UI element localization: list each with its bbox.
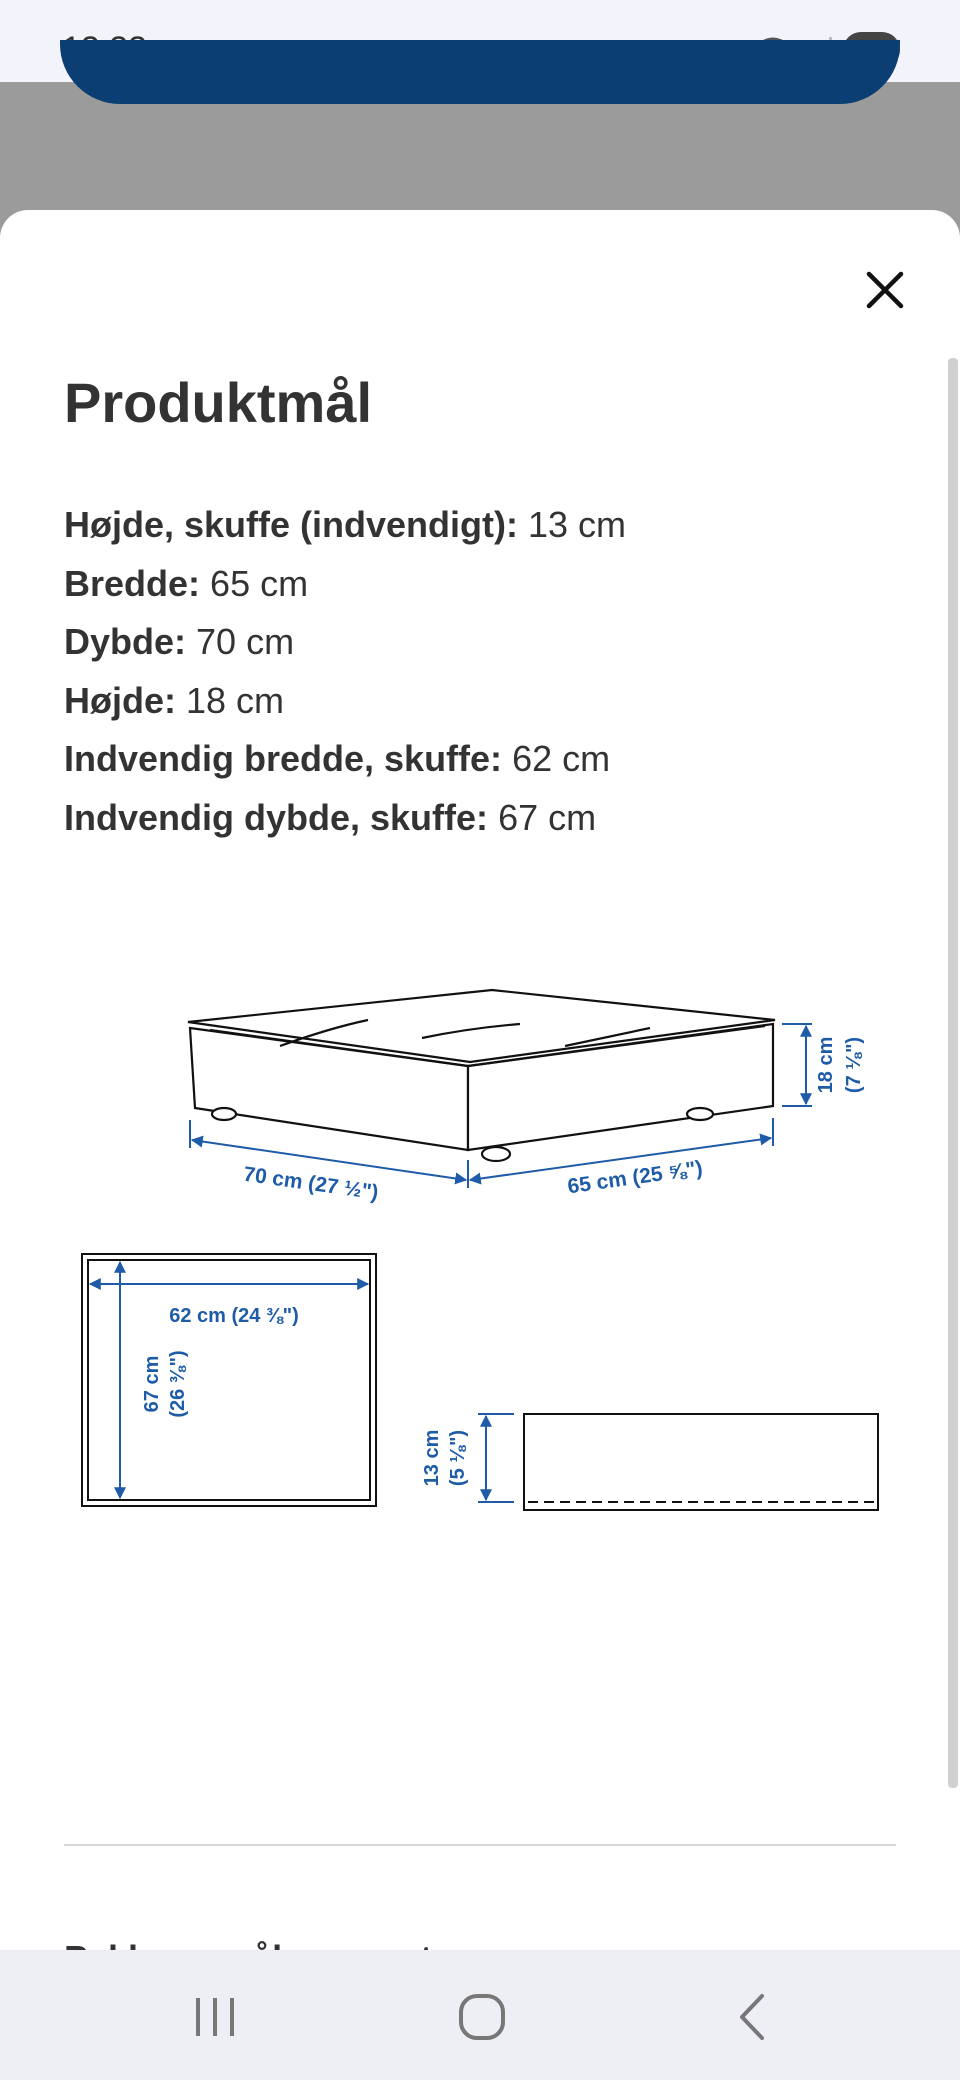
drawer-top-view-drawing	[82, 1254, 376, 1506]
background-button	[60, 40, 900, 104]
dimension-diagram	[0, 990, 960, 1870]
height-dimension-label-in: (7 ⅛")	[843, 1036, 865, 1094]
dimension-label: Højde, skuffe (indvendigt):	[64, 504, 518, 545]
close-icon	[865, 270, 905, 310]
dimension-value: 65 cm	[210, 562, 309, 604]
dimension-label: Dybde:	[64, 621, 187, 663]
dimension-value: 70 cm	[196, 621, 295, 663]
dimension-value: 67 cm	[498, 796, 597, 838]
dimension-label: Bredde:	[64, 562, 201, 604]
system-navigation-bar	[0, 1950, 960, 2080]
home-icon	[457, 1992, 507, 2042]
dimension-row	[64, 613, 626, 672]
section-divider	[64, 1844, 896, 1846]
dimension-value: 13 cm	[528, 504, 627, 545]
dimension-row	[64, 555, 626, 614]
dimension-row	[64, 672, 626, 731]
sheet-title: Produktmål	[64, 371, 373, 434]
dimension-label: Højde:	[64, 679, 176, 721]
inner-height-label-in: (5 ⅛")	[447, 1429, 469, 1487]
dimension-list	[64, 496, 626, 848]
back-icon	[732, 1992, 772, 2042]
width-dimension-label: 65 cm (25 ⅝")	[566, 1156, 705, 1199]
dimension-value: 62 cm	[512, 738, 611, 780]
recents-icon	[192, 1994, 238, 2040]
depth-dimension-label: 70 cm (27 ½")	[241, 1162, 380, 1205]
back-button[interactable]	[712, 1982, 792, 2052]
dimension-label: Indvendig dybde, skuffe:	[64, 796, 489, 838]
dimension-row	[64, 789, 626, 848]
recents-button[interactable]	[175, 1982, 255, 2052]
height-dimension-label-cm: 18 cm	[815, 1036, 837, 1094]
close-button[interactable]	[855, 260, 915, 320]
drawer-3d-drawing	[188, 990, 775, 1161]
inner-depth-label-cm: 67 cm	[141, 1355, 163, 1413]
dimension-label: Indvendig bredde, skuffe:	[64, 738, 503, 780]
inner-depth-label-in: (26 ⅜")	[167, 1350, 189, 1418]
home-button[interactable]	[442, 1982, 522, 2052]
inner-height-label-cm: 13 cm	[421, 1429, 443, 1487]
dimension-value: 18 cm	[186, 679, 285, 721]
drawer-side-view-drawing	[524, 1414, 878, 1510]
dimension-row	[64, 496, 626, 555]
product-dimensions-sheet	[0, 210, 960, 1950]
dimension-row	[64, 730, 626, 789]
inner-width-label: 62 cm (24 ⅜")	[169, 1305, 299, 1327]
inner-height-dimension-lines	[478, 1414, 514, 1502]
